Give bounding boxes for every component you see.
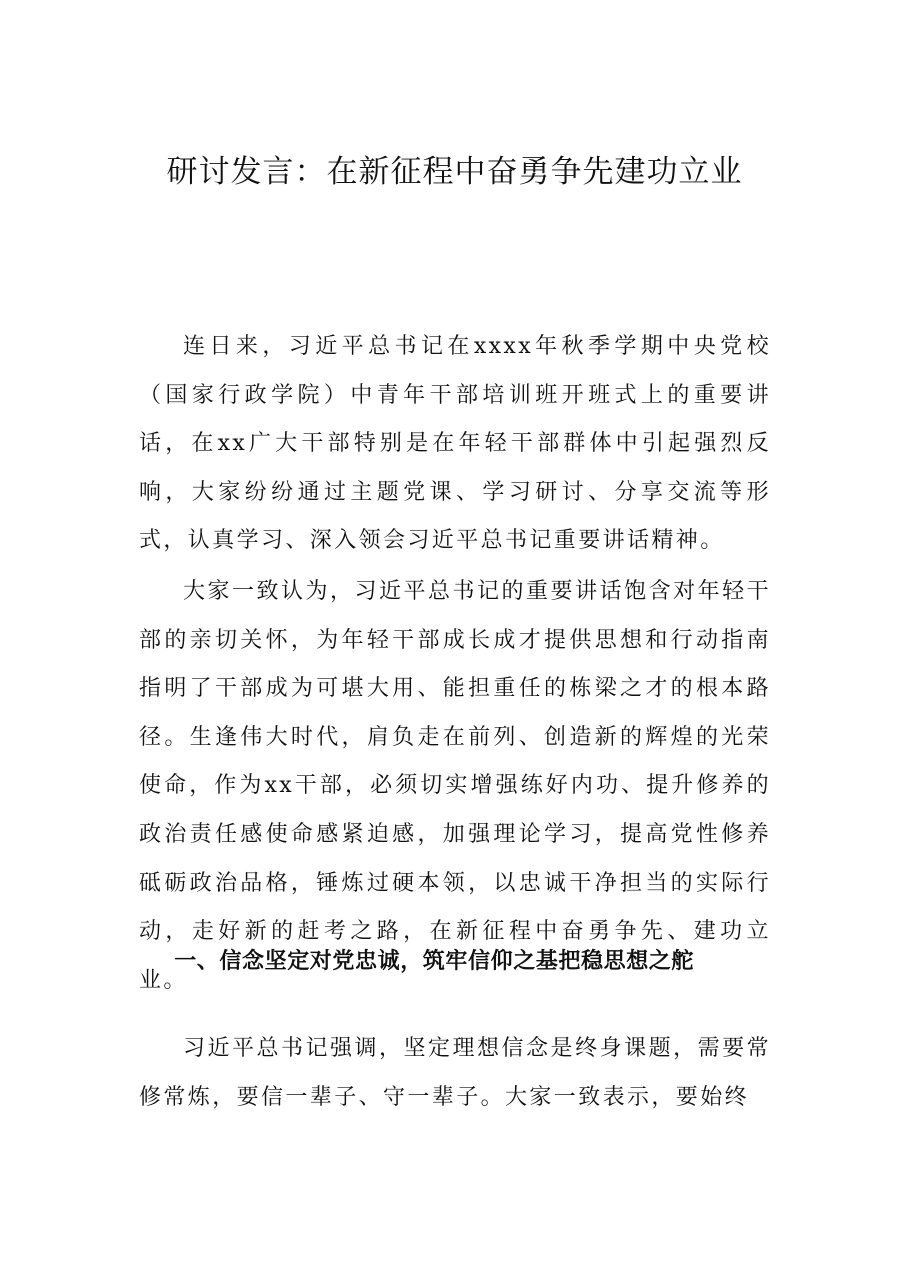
body-paragraph: 习近平总书记强调，坚定理想信念是终身课题，需要常修常炼，要信一辈子、守一辈子。大家一致表示，要始终 [139,1036,771,1110]
body-paragraph: 大家一致认为，习近平总书记的重要讲话饱含对年轻干部的亲切关怀，为年轻干部成长成才提供思想和行动指南指明了干部成为可堪大用、能担重任的栋梁之才的根本路径。生逢伟大时代，肩负走在前列、创造新的辉煌的光荣使命，作为xx干部，必须切实增强练好内功、提升修养的政治责任感使命感紧迫感，加强理论学习，提高党性修养砥砺政治品格，锤炼过硬本领，以忠诚干净担当的实际行动，走好新的赶考之路，在新征程中奋勇争先、建功立业。 [139,579,771,993]
body-paragraph: 连日来，习近平总书记在xxxx年秋季学期中央党校（国家行政学院）中青年干部培训班开班式上的重要讲话，在xx广大干部特别是在年轻干部群体中引起强烈反响，大家纷纷通过主题党课、学习研讨、分享交流等形式，认真学习、深入领会习近平总书记重要讲话精神。 [139,334,771,554]
section-heading: 一、信念坚定对党忠诚，筑牢信仰之基把稳思想之舵 [174,949,694,974]
document-title: 研讨发言：在新征程中奋勇争先建功立业 [166,154,743,190]
